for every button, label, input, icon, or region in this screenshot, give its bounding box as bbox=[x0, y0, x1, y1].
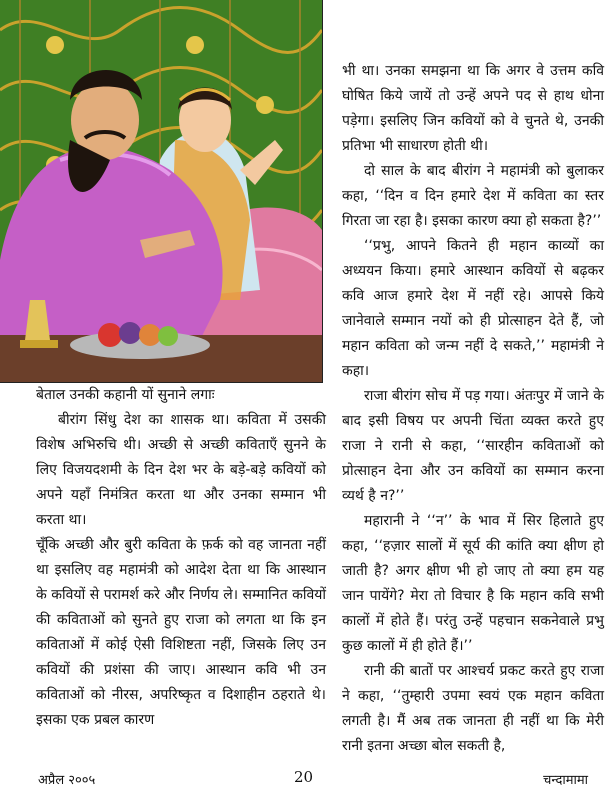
paragraph: रानी की बातों पर आश्चर्य प्रकट करते हुए राजा ने कहा, ‘‘तुम्हारी उपमा स्वयं एक महान कविता लगती है। मैं अब तक जानता ही नहीं था कि मेरी रानी इतना अच्छा बोल सकती है, bbox=[342, 663, 604, 754]
page-number: 20 bbox=[294, 768, 314, 786]
magazine-name: चन्दामामा bbox=[543, 773, 588, 788]
paragraph: राजा बीरांग सोच में पड़ गया। अंतःपुर में जाने के बाद इसी विषय पर अपनी चिंता व्यक्त करते हुए राजा ने रानी से कहा, ‘‘सारहीन कविताओं को प्रोत्साहन देना और उन कवियों का सम्मान करना व्यर्थ है न?’’ bbox=[342, 388, 604, 504]
right-column bbox=[342, 59, 604, 759]
paragraph: दो साल के बाद बीरांग ने महामंत्री को बुलाकर कहा, ‘‘दिन व दिन हमारे देश में कविता का स्तर गिरता जा रहा है। इसका कारण क्या हो सकता है?’’ bbox=[342, 163, 604, 229]
left-column bbox=[36, 383, 326, 733]
paragraph: चूँकि अच्छी और बुरी कविता के फ़र्क को वह जानता नहीं था इसलिए वह महामंत्री को आदेश देता था कि आस्थान के कवियों से परामर्श करे और निर्णय ले। सम्मानित कवियों की कविताओं को सुनते हुए राजा को लगता था कि इन कविताओं में कोई ऐसी विशिष्टता नहीं, जिसके लिए उन कवियों की प्रशंसा की जाए। आस्थान कवि भी उन कविताओं को नीरस, अपरिष्कृत व दिशाहीन ठहराते थे। इसका एक प्रबल कारण bbox=[36, 537, 326, 728]
paragraph: भी था। उनका समझना था कि अगर वे उत्तम कवि घोषित किये जायें तो उन्हें अपने पद से हाथ धोना पड़ेगा। इसलिए जिन कवियों को वे चुनते थे, उनकी प्रतिभा भी साधारण होती थी। bbox=[342, 63, 604, 154]
issue-date: अप्रैल २००५ bbox=[38, 773, 96, 788]
paragraph: ‘‘प्रभु, आपने कितने ही महान काव्यों का अध्ययन किया। हमारे आस्थान कवियों से बढ़कर कवि आज हमारे देश में नहीं रहे। आपसे किये जानेवाले सम्मान नयों को ही प्रोत्साहन देते हैं, जो महान कविता को जन्म नहीं दे सकते,’’ महामंत्री ने कहा। bbox=[342, 238, 604, 379]
paragraph: महारानी ने ‘‘न’’ के भाव में सिर हिलाते हुए कहा, ‘‘हज़ार सालों में सूर्य की कांति क्या क्षीण हो जाती है? अगर क्षीण भी हो जाए तो क्या हम यह जान पायेंगे? मेरा तो विचार है कि महान कवि सभी कालों में होते हैं। परंतु उन्हें पहचान सकनेवाले प्रभु कुछ कालों में ही होते हैं।’’ bbox=[342, 513, 604, 654]
king-and-queen-illustration bbox=[0, 0, 323, 383]
paragraph: बीरांग सिंधु देश का शासक था। कविता में उसकी विशेष अभिरुचि थी। अच्छी से अच्छी कविताएँ सुनने के लिए विजयदशमी के दिन देश भर के बड़े-बड़े कवियों को अपने यहाँ निमंत्रित करता था और उनका सम्मान भी करता था। bbox=[36, 412, 326, 528]
page-footer bbox=[0, 768, 612, 792]
paragraph: बेताल उनकी कहानी यों सुनाने लगाः bbox=[36, 387, 215, 403]
